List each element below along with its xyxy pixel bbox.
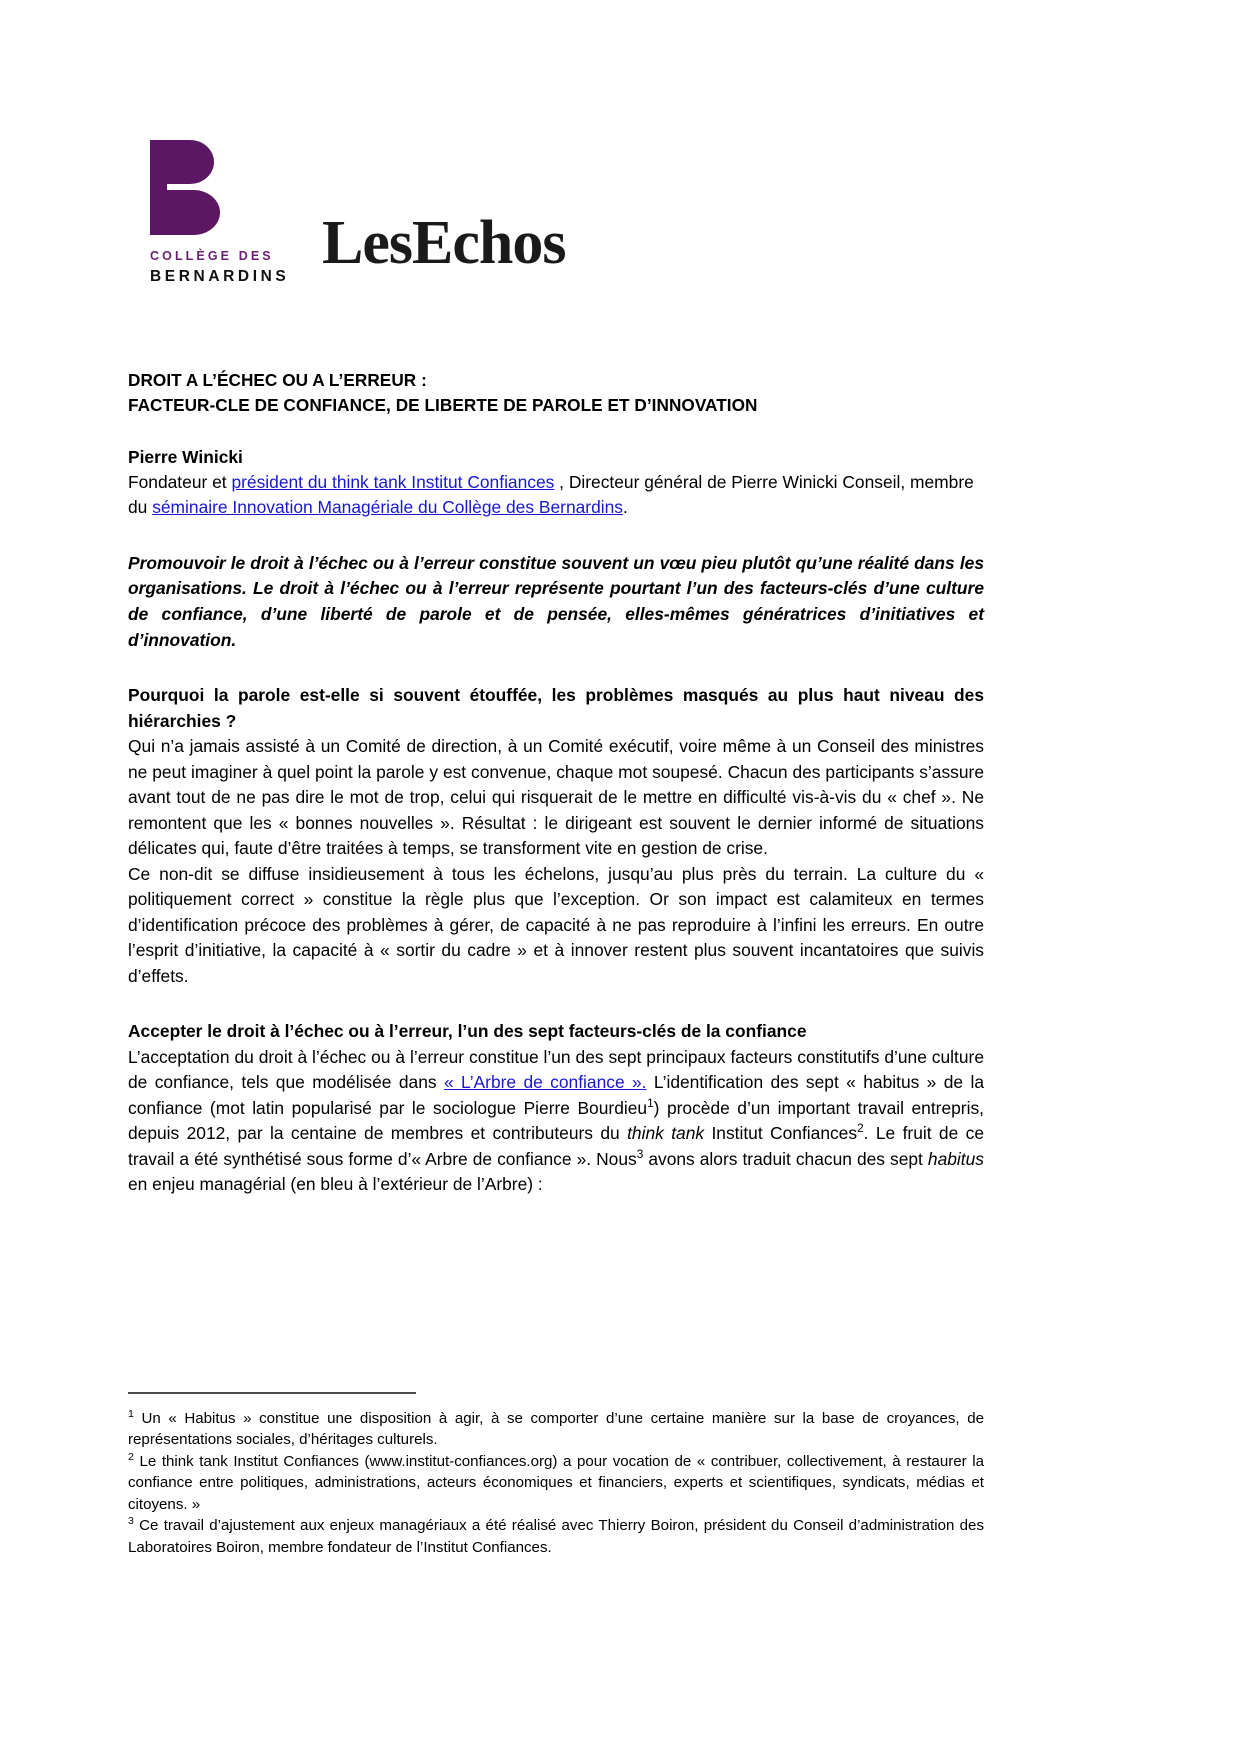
college-des-bernardins-logo: [128, 140, 290, 288]
footnote-ref-2[interactable]: 2: [857, 1121, 864, 1136]
section-1-paragraph-2: Ce non-dit se diffuse insidieusement à tous les échelons, jusqu’au plus près du terrain. La culture du « politiquement correct » constitue la règle plus que l’exception. Or son impact est calamiteux en termes d’identification précoce des problèmes à gérer, de capacité à ne pas reproduire à l’infini les erreurs. En outre l’esprit d’initiative, la capacité à « sortir du cadre » et à innover restent plus souvent incantatoires que suivis d’effets.: [128, 863, 984, 986]
s2-text-c: ) procède d’un important travail entrepris, depuis 2012, par la centaine de membres et contributeurs du: [128, 1097, 984, 1144]
affiliation-prefix: Fondateur et: [128, 471, 232, 492]
footnote-3-text: Ce travail d’ajustement aux enjeux managériaux a été réalisé avec Thierry Boiron, président du Conseil d’administration des Laboratoires Boiron, membre fondateur de l’Institut Confiances.: [128, 1517, 984, 1556]
affiliation-suffix: .: [622, 497, 628, 518]
footnote-separator-rule: [128, 1392, 416, 1394]
s2-text-e: . Le fruit de ce travail a été synthétisé sous forme d’« Arbre de confiance ». Nous: [128, 1123, 985, 1169]
bernardins-logo-line1: COLLÈGE DES: [150, 249, 274, 263]
lede-paragraph: Promouvoir le droit à l’échec ou à l’erreur constitue souvent un vœu pieu plutôt qu’une réalité dans les organisations. Le droit à l’échec ou à l’erreur représente pourtant l’un des facteurs-clés d’une culture de confiance, d’une liberté de parole et de pensée, elles-mêmes génératrices d’initiatives et d’innovation.: [128, 552, 984, 650]
footnote-3: [128, 1515, 984, 1558]
s2-text-g: en enjeu managérial (en bleu à l’extérieur de l’Arbre) :: [128, 1174, 543, 1195]
footnotes-section: [128, 1392, 984, 1558]
s2-text-b: L’identification des sept « habitus » de la confiance (mot latin popularisé par le sociologue Pierre Bourdieu: [128, 1072, 984, 1118]
s2-italic-think-tank: think tank: [627, 1123, 705, 1144]
section-1-paragraph-1: Qui n’a jamais assisté à un Comité de direction, à un Comité exécutif, voire même à un Conseil des ministres ne peut imaginer à quel point la parole y est convenue, chaque mot soupesé. Chacun des participants s’assure avant tout de ne pas dire le mot de trop, celui qui risquerait de le mettre en difficulté vis-à-vis du « chef ». Ne remontent que les « bonnes nouvelles ». Résultat : le dirigeant est souvent le dernier informé de situations délicates qui, faute d’être traitées à temps, se transforment vite en gestion de crise.: [128, 736, 984, 859]
footnote-1-marker: 1: [128, 1407, 134, 1420]
s2-text-f: avons alors traduit chacun des sept: [643, 1148, 928, 1169]
author-name: Pierre Winicki: [128, 446, 243, 467]
article-body: [128, 368, 984, 1198]
s2-text-a: L’acceptation du droit à l’échec ou à l’erreur constitue l’un des sept principaux facteurs constitutifs d’une culture de confiance, tels que modélisée dans: [128, 1046, 984, 1093]
bernardins-b-mark-icon: [150, 140, 222, 235]
link-seminaire-innovation-manageriale[interactable]: séminaire Innovation Managériale du Collège des Bernardins: [152, 497, 623, 518]
link-arbre-de-confiance[interactable]: « L’Arbre de confiance ».: [443, 1072, 647, 1093]
les-echos-logo: LesEchos: [322, 209, 566, 278]
link-institut-confiances[interactable]: président du think tank Institut Confiances: [231, 471, 555, 492]
s2-italic-habitus: habitus: [927, 1148, 984, 1169]
footnote-3-marker: 3: [128, 1515, 134, 1528]
section-2-paragraph: [128, 1045, 984, 1198]
footnote-2-text: Le think tank Institut Confiances (www.institut-confiances.org) a pour vocation de « contribuer, collectivement, à restaurer la confiance entre politiques, administrations, acteurs économiques et financiers, experts et scientifiques, syndicats, médias et citoyens. »: [128, 1452, 984, 1513]
page-title: [128, 368, 984, 419]
footnote-1-text: Un « Habitus » constitue une disposition à agir, à se comporter d’une certaine manière sur la base de croyances, de représentations sociales, d’héritages culturels.: [128, 1410, 984, 1449]
footnote-ref-3[interactable]: 3: [636, 1147, 644, 1162]
affiliation-middle: , Directeur général de Pierre Winicki Conseil, membre du: [128, 471, 974, 518]
footnote-1: [128, 1408, 984, 1451]
title-line-1: DROIT A L’ÉCHEC OU A L’ERREUR :: [128, 370, 427, 390]
footnote-ref-1[interactable]: 1: [647, 1096, 654, 1111]
footnote-2: [128, 1451, 984, 1515]
section-2-heading: Accepter le droit à l’échec ou à l’erreur, l’un des sept facteurs-clés de la confiance: [128, 1021, 807, 1042]
footnote-2-marker: 2: [128, 1450, 134, 1463]
logo-header: [128, 140, 565, 288]
s2-text-d: Institut Confiances: [704, 1123, 858, 1144]
bernardins-logo-line2: BERNARDINS: [150, 267, 290, 285]
author-affiliation: [128, 470, 984, 521]
title-line-2: FACTEUR-CLE DE CONFIANCE, DE LIBERTE DE PAROLE ET D’INNOVATION: [128, 395, 758, 416]
section-1-heading: Pourquoi la parole est-elle si souvent étouffée, les problèmes masqués au plus haut niveau des hiérarchies ?: [128, 685, 984, 731]
